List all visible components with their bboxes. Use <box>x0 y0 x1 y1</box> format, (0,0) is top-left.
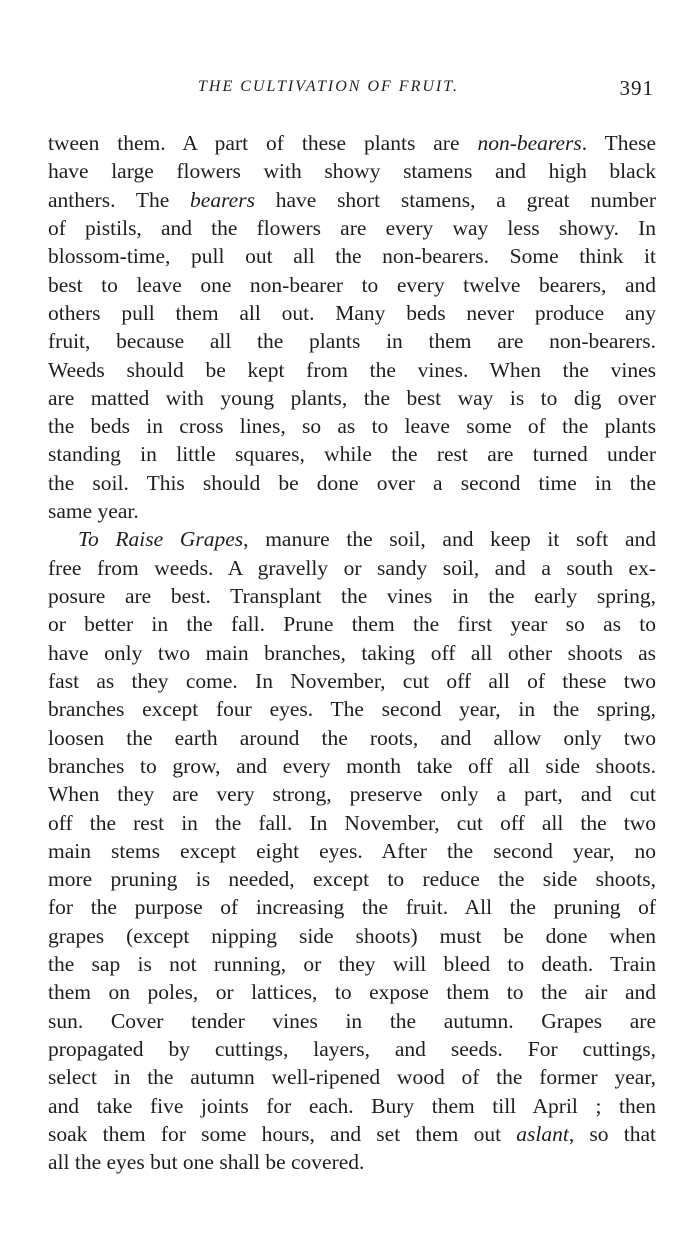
text-segment: , so that <box>568 1121 656 1146</box>
text-segment: When they are very strong, preserve only a part, and cut <box>48 782 656 807</box>
text-segment: or better in the fall. Prune them the first year so as to <box>48 612 656 637</box>
text-line <box>48 497 656 525</box>
text-line <box>48 837 656 865</box>
text-line <box>48 327 656 355</box>
text-segment: loosen the earth around the roots, and allow only two <box>48 725 656 750</box>
text-line <box>48 865 656 893</box>
text-segment: grapes (except nipping side shoots) must be done when <box>48 923 656 948</box>
text-segment: branches to grow, and every month take off all side shoots. <box>48 753 656 778</box>
text-segment: fruit, because all the plants in them are non-bearers. <box>48 329 656 354</box>
text-segment: and take five joints for each. Bury them till April ; then <box>48 1093 656 1118</box>
text-segment: all the eyes but one shall be covered. <box>48 1150 365 1175</box>
text-line <box>48 129 656 157</box>
text-segment: standing in little squares, while the rest are turned under <box>48 442 656 467</box>
text-segment: the soil. This should be done over a second time in the <box>48 470 656 495</box>
text-segment: posure are best. Transplant the vines in the early spring, <box>48 584 656 608</box>
text-line <box>48 582 656 610</box>
text-segment: off the rest in the fall. In November, cut off all the two <box>48 810 656 835</box>
text-segment: have large flowers with showy stamens and high black <box>48 159 656 184</box>
text-segment: more pruning is needed, except to reduce the side shoots, <box>48 867 656 892</box>
text-segment: best to leave one non-bearer to every twelve bearers, and <box>48 272 656 297</box>
italic-text: To Raise Grapes <box>78 527 244 552</box>
text-segment: main stems except eight eyes. After the second year, no <box>48 838 656 863</box>
text-segment: branches except four eyes. The second year, in the spring, <box>48 697 656 722</box>
text-segment: fast as they come. In November, cut off all of these two <box>48 668 656 693</box>
text-segment: others pull them all out. Many beds never produce any <box>48 300 656 325</box>
text-segment: free from weeds. A gravelly or sandy soil, and a south ex- <box>48 555 656 580</box>
text-segment: for the purpose of increasing the fruit. All the pruning of <box>48 895 656 920</box>
text-line <box>48 554 656 582</box>
text-segment: the sap is not running, or they will bleed to death. Train <box>48 952 656 977</box>
text-line <box>48 214 656 242</box>
text-line <box>48 1035 656 1063</box>
text-line <box>48 893 656 921</box>
text-segment: soak them for some hours, and set them out <box>48 1121 517 1146</box>
text-line <box>48 356 656 384</box>
text-line <box>48 667 656 695</box>
text-line <box>48 299 656 327</box>
text-line <box>48 695 656 723</box>
text-line <box>48 1007 656 1035</box>
text-line <box>48 1120 656 1148</box>
text-line <box>48 639 656 667</box>
text-segment: blossom-time, pull out all the non-bearers. Some think it <box>48 244 656 269</box>
text-segment: , manure the soil, and keep it soft and <box>243 527 656 552</box>
text-segment: select in the autumn well-ripened wood of the former year, <box>48 1065 656 1090</box>
text-line <box>48 412 656 440</box>
text-line <box>48 242 656 270</box>
text-line <box>48 384 656 412</box>
text-line <box>48 752 656 780</box>
text-segment: tween them. A part of these plants are <box>48 131 478 155</box>
text-line <box>48 525 656 553</box>
text-line <box>48 440 656 468</box>
text-segment: the beds in cross lines, so as to leave some of the plants <box>48 414 656 439</box>
text-segment: sun. Cover tender vines in the autumn. Grapes are <box>48 1008 656 1033</box>
text-line <box>48 1148 656 1176</box>
text-line <box>48 780 656 808</box>
text-line <box>48 1092 656 1120</box>
text-segment: propagated by cuttings, layers, and seeds. For cuttings, <box>48 1037 656 1061</box>
text-segment: have short stamens, a great number <box>254 187 656 212</box>
text-line <box>48 271 656 299</box>
running-title: THE CULTIVATION OF FRUIT. <box>198 78 459 95</box>
text-line <box>48 922 656 950</box>
italic-text: bearers <box>190 187 255 212</box>
text-line <box>48 724 656 752</box>
page-number: 391 <box>619 76 654 100</box>
text-segment: have only two main branches, taking off all other shoots as <box>48 640 656 665</box>
text-segment: of pistils, and the flowers are every way less showy. In <box>48 215 656 240</box>
text-line <box>48 469 656 497</box>
italic-text: aslant <box>516 1121 569 1146</box>
text-line <box>48 950 656 978</box>
text-line <box>48 1063 656 1091</box>
italic-text: non-bearers <box>477 131 582 155</box>
text-line <box>48 809 656 837</box>
text-segment: . These <box>581 131 656 155</box>
text-line <box>48 186 656 214</box>
text-segment: them on poles, or lattices, to expose them to the air and <box>48 980 656 1005</box>
text-segment: are matted with young plants, the best way is to dig over <box>48 385 656 410</box>
body-text <box>48 129 656 1177</box>
text-line <box>48 978 656 1006</box>
text-segment: same year. <box>48 499 139 524</box>
text-line <box>48 157 656 185</box>
text-line <box>48 610 656 638</box>
text-segment: Weeds should be kept from the vines. When the vines <box>48 357 656 382</box>
page-header <box>48 78 656 104</box>
text-segment: anthers. The <box>48 187 191 212</box>
